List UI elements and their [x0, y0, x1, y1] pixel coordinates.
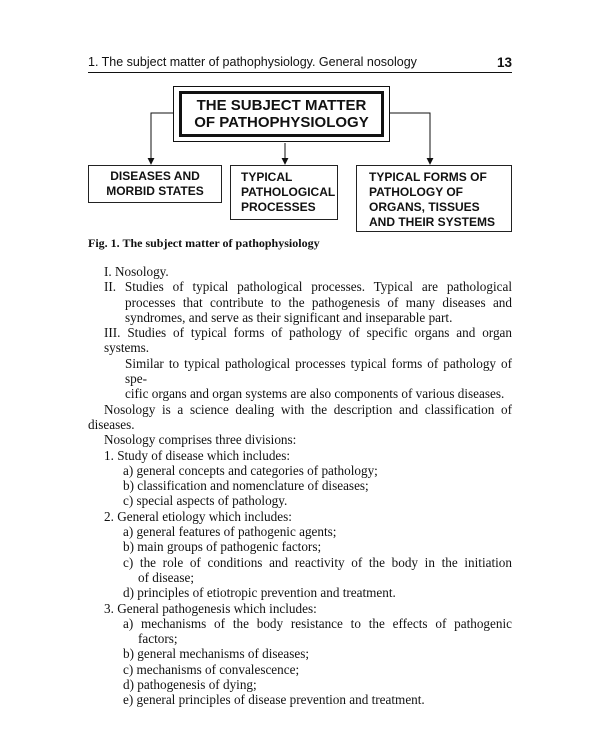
main-box-line: THE SUBJECT MATTER	[196, 97, 367, 114]
connector-left	[151, 113, 173, 164]
box-typical-forms	[356, 165, 512, 232]
running-header-title: 1. The subject matter of pathophysiology. General nosology	[88, 55, 417, 69]
text-line: Similar to typical pathological processes typical forms of pathology of spe-	[125, 355, 512, 387]
text-line: processes that contribute to the pathogenesis of many diseases and	[125, 294, 512, 310]
main-box-line: OF PATHOPHYSIOLOGY	[194, 114, 369, 131]
text-line: 2. General etiology which includes:	[104, 508, 292, 524]
text-line: a) general features of pathogenic agents;	[123, 524, 337, 540]
connector-right	[390, 113, 430, 164]
text-line: 1. Study of disease which includes:	[104, 447, 291, 463]
text-line: c) mechanisms of convalescence;	[123, 661, 300, 677]
box-line: DISEASES AND	[110, 169, 200, 183]
text-line: III. Studies of typical forms of pathology of specific organs and organ systems.	[104, 325, 512, 356]
figure-caption: Fig. 1. The subject matter of pathophysiology	[88, 236, 320, 250]
box-line: PROCESSES	[241, 200, 316, 214]
main-box-inner	[179, 91, 384, 137]
box-typical-processes	[230, 165, 338, 220]
box-diseases	[88, 165, 222, 203]
text-line: cific organs and organ systems are also components of various diseases.	[125, 386, 505, 402]
text-line: e) general principles of disease prevention and treatment.	[123, 692, 425, 708]
text-line: d) pathogenesis of dying;	[123, 677, 257, 693]
main-box	[173, 86, 390, 142]
text-line: II. Studies of typical pathological processes. Typical are pathological	[104, 279, 512, 295]
body-text	[88, 264, 512, 708]
text-line: a) general concepts and categories of pathology;	[123, 462, 378, 478]
text-line: b) general mechanisms of diseases;	[123, 646, 310, 662]
box-line: TYPICAL	[241, 170, 293, 184]
text-line: 3. General pathogenesis which includes:	[104, 600, 317, 616]
text-line: b) classification and nomenclature of diseases;	[123, 478, 369, 494]
box-line: MORBID STATES	[106, 184, 204, 198]
box-line: TYPICAL FORMS OF	[369, 170, 487, 184]
box-line: PATHOLOGICAL	[241, 185, 336, 199]
text-line: diseases.	[88, 416, 135, 432]
text-line: a) mechanisms of the body resistance to the effects of pathogenic	[123, 615, 512, 631]
text-line: d) principles of etiotropic prevention and treatment.	[123, 585, 396, 601]
text-line: factors;	[138, 631, 178, 647]
text-line: I. Nosology.	[104, 264, 169, 279]
text-line: b) main groups of pathogenic factors;	[123, 539, 322, 555]
box-line: AND THEIR SYSTEMS	[369, 215, 496, 229]
text-line: c) special aspects of pathology.	[123, 493, 288, 509]
text-line: Nosology is a science dealing with the description and classification of	[104, 401, 512, 417]
text-line: Nosology comprises three divisions:	[104, 432, 297, 448]
box-line: PATHOLOGY OF	[369, 185, 464, 199]
text-line: c) the role of conditions and reactivity of the body in the initiation	[123, 554, 512, 570]
page-number: 13	[496, 55, 512, 70]
box-line: ORGANS, TISSUES	[369, 200, 480, 214]
text-line: of disease;	[138, 569, 195, 585]
text-line: syndromes, and serve as their significant and inseparable part.	[125, 309, 453, 325]
